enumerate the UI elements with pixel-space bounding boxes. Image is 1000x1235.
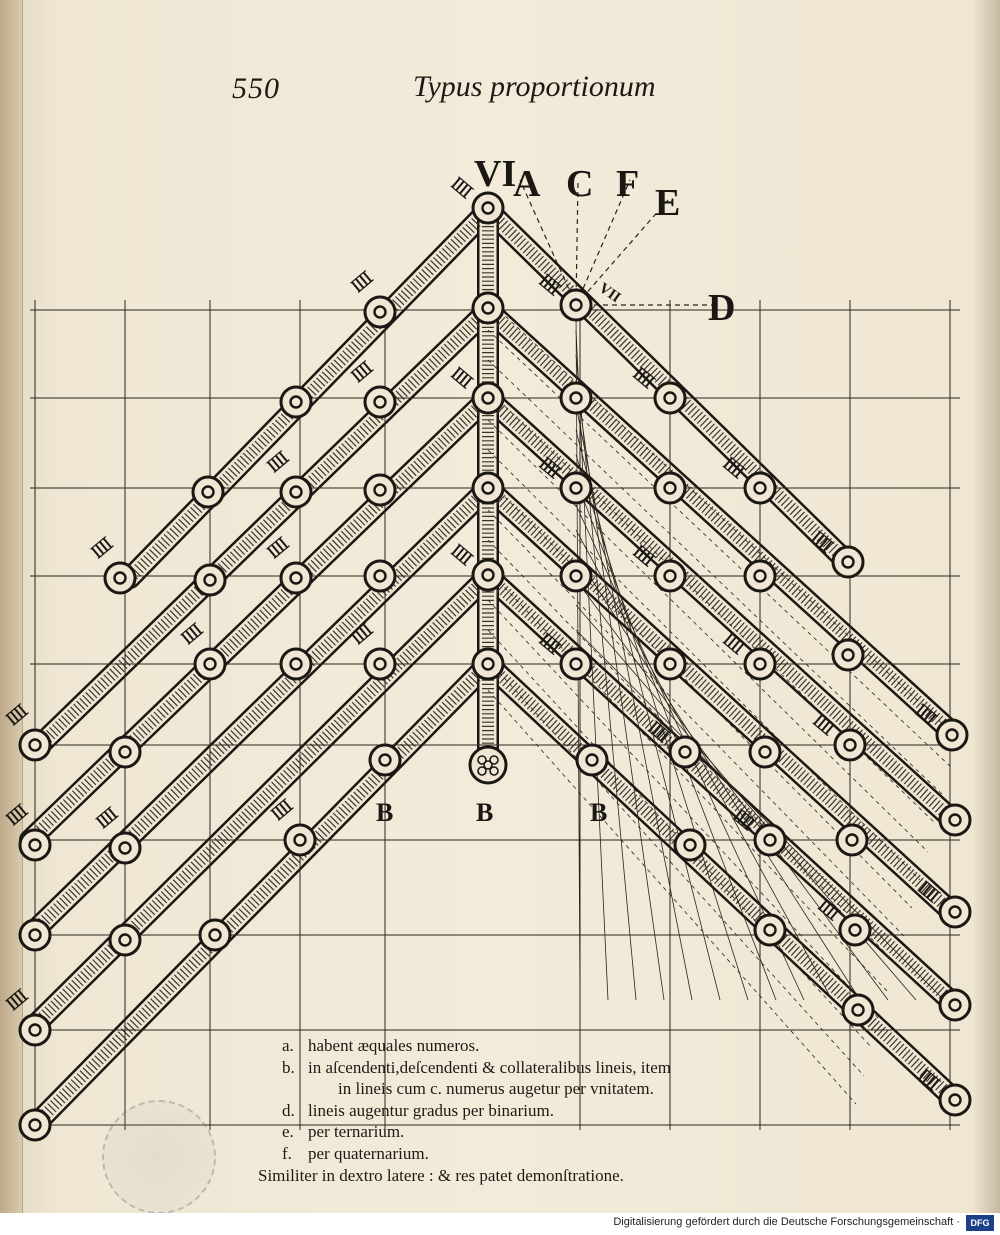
numeral-mark (451, 177, 474, 199)
bottom-letter-b-right: B (590, 798, 608, 827)
lattice-node (561, 473, 591, 503)
lattice-node (365, 649, 395, 679)
lattice-node (473, 383, 503, 413)
lattice-node (473, 293, 503, 323)
lattice-node (473, 193, 503, 223)
apex-label: VI (474, 153, 517, 195)
lattice-node (745, 561, 775, 591)
lattice-node (365, 297, 395, 327)
lattice-node (655, 561, 685, 591)
lattice-node (755, 825, 785, 855)
lattice-node (837, 825, 867, 855)
lattice-node (473, 560, 503, 590)
lattice-node (281, 563, 311, 593)
legend (258, 1035, 728, 1186)
lattice-node (755, 915, 785, 945)
lattice-node (561, 561, 591, 591)
lattice-node (200, 920, 230, 950)
legend-text: lineis augentur gradus per binarium. (308, 1100, 554, 1120)
lattice-node (655, 649, 685, 679)
page-number: 550 (232, 72, 280, 105)
letter-f: F (616, 163, 640, 205)
lattice-node (195, 565, 225, 595)
legend-key: b. (282, 1057, 295, 1077)
lattice-node (20, 1110, 50, 1140)
lattice-node (655, 473, 685, 503)
letter-a: A (513, 163, 541, 205)
letter-c: C (566, 163, 594, 205)
beam-body (30, 398, 488, 840)
legend-line (258, 1100, 728, 1122)
lattice-node (110, 925, 140, 955)
letter-d: D (708, 287, 736, 329)
running-title: Typus proportionum (413, 70, 656, 103)
legend-key: d. (282, 1100, 295, 1120)
legend-line (258, 1121, 728, 1143)
legend-text: per quaternarium. (308, 1143, 429, 1163)
lattice-node (281, 387, 311, 417)
lattice-node (365, 475, 395, 505)
legend-key: f. (282, 1143, 292, 1163)
lattice-node (843, 995, 873, 1025)
legend-text: per ternarium. (308, 1122, 405, 1142)
lattice-node (20, 920, 50, 950)
lattice-node (20, 830, 50, 860)
lattice-node (20, 730, 50, 760)
lattice-node (561, 649, 591, 679)
lattice-node (940, 897, 970, 927)
lattice-node (285, 825, 315, 855)
dfg-logo: DFG (966, 1215, 994, 1231)
lattice-node (561, 290, 591, 320)
lattice-node (745, 649, 775, 679)
lattice-node (577, 745, 607, 775)
lattice-node (833, 640, 863, 670)
numeral-mark (266, 536, 289, 558)
numeral-mark (451, 367, 474, 389)
legend-key: a. (282, 1036, 294, 1055)
legend-line-continuation: in lineis cum c. numerus augetur per vnitatem. (338, 1079, 654, 1099)
lattice-node (110, 833, 140, 863)
numeral-mark (451, 544, 474, 566)
lattice-node (940, 990, 970, 1020)
lattice-node (195, 649, 225, 679)
bottom-letter-b-center: B (476, 798, 494, 827)
numeral-mark (5, 988, 28, 1010)
legend-final-line: Similiter in dextro latere : & res patet demonſtratione. (258, 1165, 624, 1185)
lattice-node (370, 745, 400, 775)
lattice-node (670, 737, 700, 767)
numeral-mark (266, 450, 289, 472)
lattice-node (110, 737, 140, 767)
lattice-node (20, 1015, 50, 1045)
legend-line (258, 1143, 728, 1165)
apex-side-label: VII (595, 280, 624, 307)
lattice-node (561, 383, 591, 413)
footer-credit: Digitalisierung gefördert durch die Deutsche Forschungsgemeinschaft · (613, 1216, 960, 1228)
lattice-node (835, 730, 865, 760)
lattice-node (193, 477, 223, 507)
numeral-mark (5, 703, 28, 725)
lattice-node (365, 387, 395, 417)
lattice-node (833, 547, 863, 577)
lattice-node (105, 563, 135, 593)
lattice-node (655, 383, 685, 413)
base-rosette (470, 747, 506, 783)
legend-line (258, 1035, 728, 1057)
lattice-node (365, 561, 395, 591)
numeral-mark (180, 622, 203, 644)
legend-key: e. (282, 1122, 294, 1142)
lattice-node (281, 649, 311, 679)
numeral-mark (350, 360, 373, 382)
lattice-node (940, 805, 970, 835)
legend-line (258, 1057, 728, 1079)
bottom-letter-b-left: B (376, 798, 394, 827)
beam-hatch (488, 310, 955, 735)
numeral-mark (90, 536, 113, 558)
numeral-mark (95, 806, 118, 828)
lattice-node (675, 830, 705, 860)
library-stamp (102, 1100, 216, 1214)
lattice-node (750, 737, 780, 767)
lattice-node (940, 1085, 970, 1115)
lattice-node (745, 473, 775, 503)
lattice-node (473, 649, 503, 679)
numeral-mark (350, 270, 373, 292)
lattice-node (840, 915, 870, 945)
legend-text: in aſcendenti,deſcendenti & collateralibus lineis, item (308, 1057, 672, 1077)
numeral-mark (5, 803, 28, 825)
lattice-node (937, 720, 967, 750)
legend-text: habent æquales numeros. (308, 1036, 480, 1055)
letter-e: E (655, 182, 681, 224)
lattice-node (281, 477, 311, 507)
lattice-node (473, 473, 503, 503)
